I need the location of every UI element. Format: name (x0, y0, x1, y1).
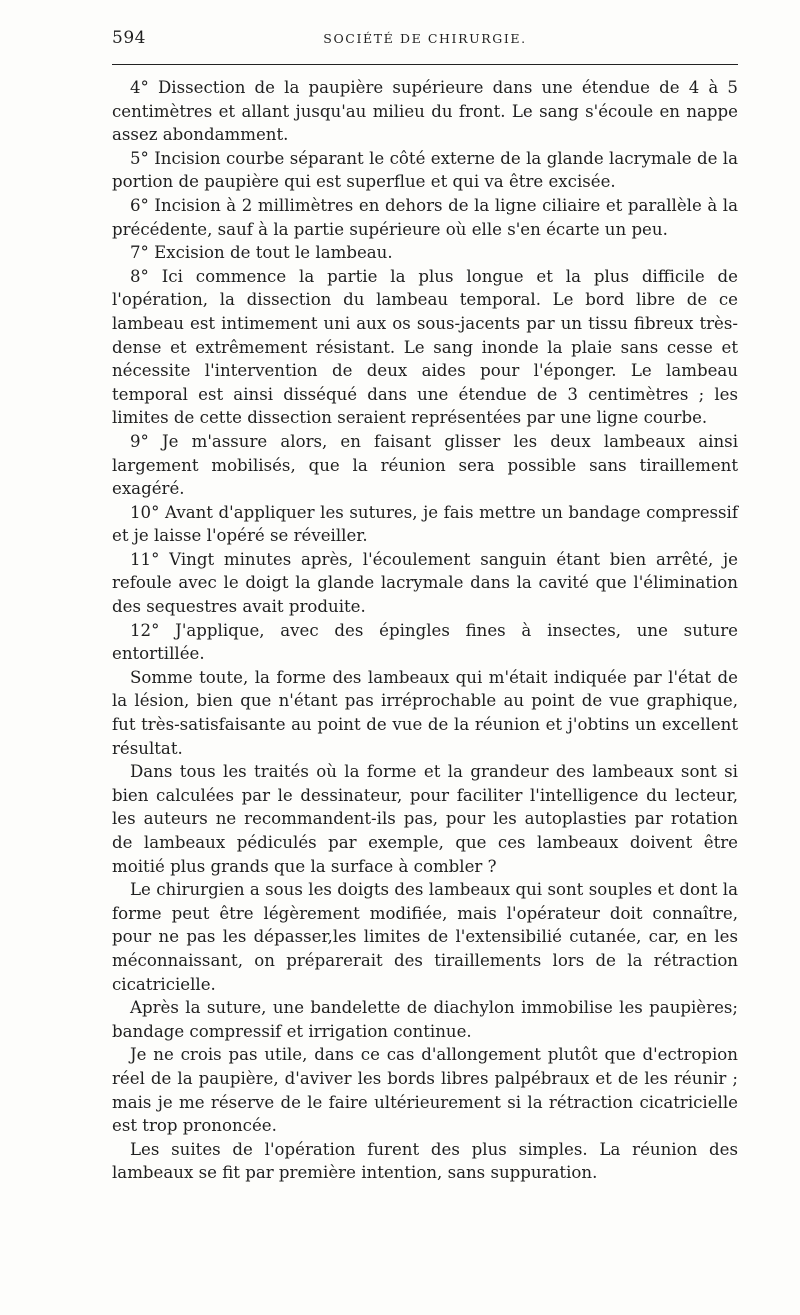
paragraph-step-5: 5° Incision courbe séparant le côté externe de la glande lacrymale de la portion de paupière qui est superflue et qui va être excisée. (112, 148, 738, 192)
paragraph-step-9: 9° Je m'assure alors, en faisant glisser les deux lambeaux ainsi largement mobilisés, que la réunion sera possible sans tiraillement exagéré. (112, 431, 738, 499)
paragraph-step-11: 11° Vingt minutes après, l'écoulement sanguin étant bien arrêté, je refoule avec le doigt la glande lacrymale dans la cavité que l'élimination des sequestres avait produite. (112, 549, 738, 617)
paragraph-result: Somme toute, la forme des lambeaux qui m'était indiquée par l'état de la lésion, bien que n'étant pas irréprochable au point de vue graphique, fut très-satisfaisante au point de vue de la réunion et j'obtins un excellent résultat. (112, 667, 738, 758)
paragraph-step-12: 12° J'applique, avec des épingles fines à insectes, une suture entortillée. (112, 620, 738, 664)
paragraph-step-6: 6° Incision à 2 millimètres en dehors de la ligne ciliaire et parallèle à la précédente, sauf à la partie supérieure où elle s'en écarte un peu. (112, 195, 738, 239)
paragraph-surgeon: Le chirurgien a sous les doigts des lambeaux qui sont souples et dont la forme peut être légèrement modifiée, mais l'opérateur doit connaître, pour ne pas les dépasser,les limites de l'extensibilié cutanée, car, en les méconnaissant, on préparerait des tiraillements lors de la rétraction cicatricielle. (112, 880, 738, 994)
paragraph-outcome: Les suites de l'opération furent des plus simples. La réunion des lambeaux se fit par première intention, sans suppuration. (112, 1139, 738, 1183)
paragraph-after-suture: Après la suture, une bandelette de diachylon immobilise les paupières; bandage compressif et irrigation continue. (112, 998, 738, 1041)
paragraph-step-8: 8° Ici commence la partie la plus longue et la plus difficile de l'opération, la dissection du lambeau temporal. Le bord libre de ce lambeau est intimement uni aux os sous-jacents par un tissu fibreux très-dense et extrêmement résistant. Le sang inonde la plaie sans cesse et nécessite l'intervention de deux aides pour l'éponger. Le lambeau temporal est ainsi disséqué dans une étendue de 3 centimètres ; les limites de cette dissection seraient représentées par une ligne courbe. (112, 266, 738, 428)
header-rule (112, 64, 738, 65)
paragraph-step-10: 10° Avant d'appliquer les sutures, je fais mettre un bandage compressif et je laisse l'opéré se réveiller. (112, 502, 738, 546)
body-text (112, 76, 738, 1185)
page-header (112, 28, 738, 52)
paragraph-step-7: 7° Excision de tout le lambeau. (130, 243, 393, 263)
paragraph-opinion: Je ne crois pas utile, dans ce cas d'allongement plutôt que d'ectropion réel de la paupière, d'aviver les bords libres palpébraux et de les réunir ; mais je me réserve de le faire ultérieurement si la rétraction cicatricielle est trop prononcée. (112, 1045, 738, 1136)
paragraph-treatises: Dans tous les traités où la forme et la grandeur des lambeaux sont si bien calculées par le dessinateur, pour faciliter l'intelligence du lecteur, les auteurs ne recommandent-ils pas, pour les autoplasties par rotation de lambeaux pédiculés par exemple, que ces lambeaux doivent être moitié plus grands que la surface à combler ? (112, 762, 738, 876)
running-head: SOCIÉTÉ DE CHIRURGIE. (323, 31, 527, 46)
paragraph-step-4: 4° Dissection de la paupière supérieure dans une étendue de 4 à 5 centimètres et allant jusqu'au milieu du front. Le sang s'écoule en nappe assez abondamment. (112, 78, 738, 145)
page-number: 594 (112, 28, 146, 48)
